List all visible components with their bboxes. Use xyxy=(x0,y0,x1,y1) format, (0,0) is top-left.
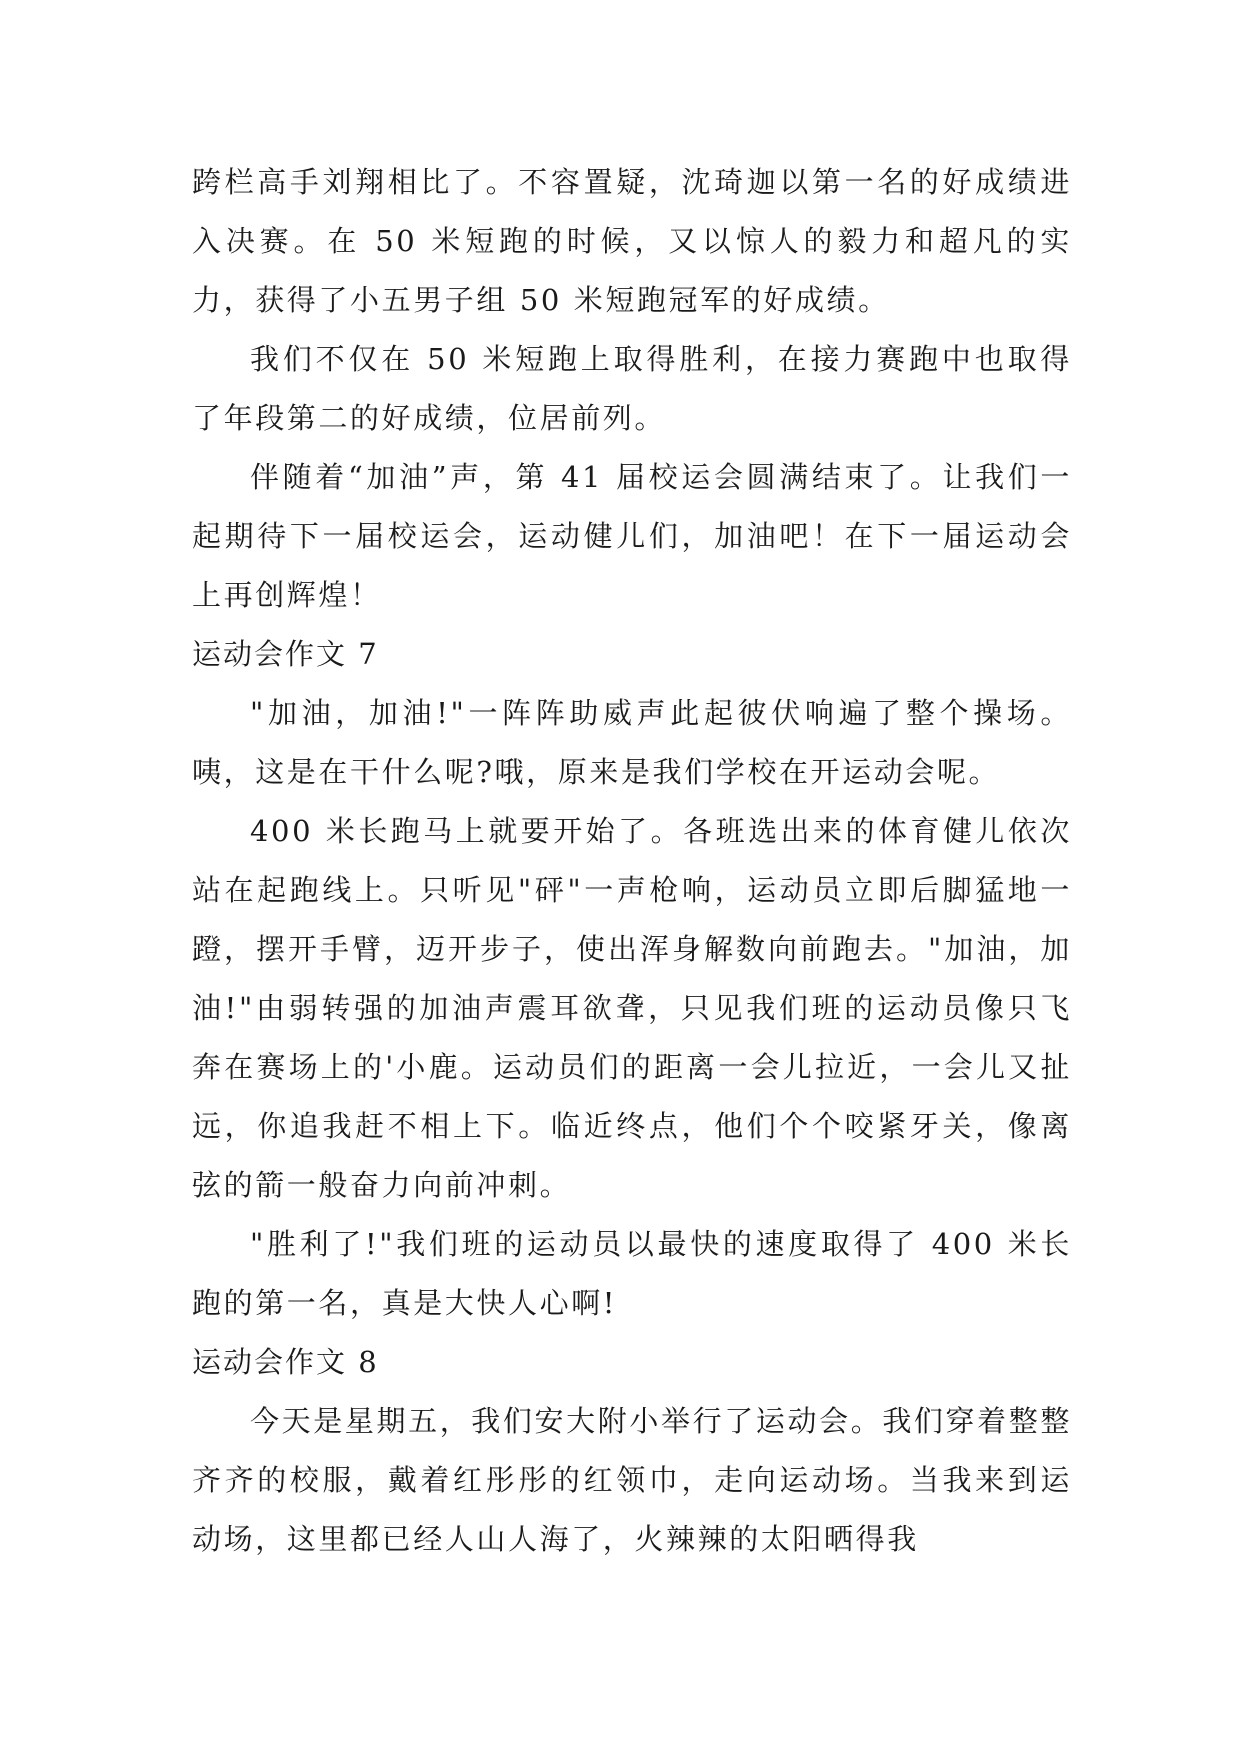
section-heading: 运动会作文 8 xyxy=(192,1345,379,1379)
paragraph-continuation: 跨栏高手刘翔相比了。不容置疑，沈琦迦以第一名的好成绩进入决赛。在 50 米短跑的时候，又以惊人的毅力和超凡的实力，获得了小五男子组 50 米短跑冠军的好成绩。 xyxy=(192,165,1072,317)
document-body xyxy=(192,153,1072,1569)
paragraph: "胜利了!"我们班的运动员以最快的速度取得了 400 米长跑的第一名，真是大快人心啊! xyxy=(192,1227,1072,1320)
paragraph: 我们不仅在 50 米短跑上取得胜利，在接力赛跑中也取得了年段第二的好成绩，位居前列。 xyxy=(192,342,1072,435)
section-heading: 运动会作文 7 xyxy=(192,637,379,671)
paragraph: 今天是星期五，我们安大附小举行了运动会。我们穿着整整齐齐的校服，戴着红彤彤的红领巾，走向运动场。当我来到运动场，这里都已经人山人海了，火辣辣的太阳晒得我 xyxy=(192,1404,1072,1556)
paragraph: "加油，加油!"一阵阵助威声此起彼伏响遍了整个操场。咦，这是在干什么呢?哦，原来是我们学校在开运动会呢。 xyxy=(192,696,1072,789)
paragraph: 400 米长跑马上就要开始了。各班选出来的体育健儿依次站在起跑线上。只听见"砰"一声枪响，运动员立即后脚猛地一蹬，摆开手臂，迈开步子，使出浑身解数向前跑去。"加油，加油!"由弱转强的加油声震耳欲聋，只见我们班的运动员像只飞奔在赛场上的'小鹿。运动员们的距离一会儿拉近，一会儿又扯远，你追我赶不相上下。临近终点，他们个个咬紧牙关，像离弦的箭一般奋力向前冲刺。 xyxy=(192,814,1072,1202)
paragraph: 伴随着“加油”声，第 41 届校运会圆满结束了。让我们一起期待下一届校运会，运动健儿们，加油吧！在下一届运动会上再创辉煌！ xyxy=(192,460,1072,612)
